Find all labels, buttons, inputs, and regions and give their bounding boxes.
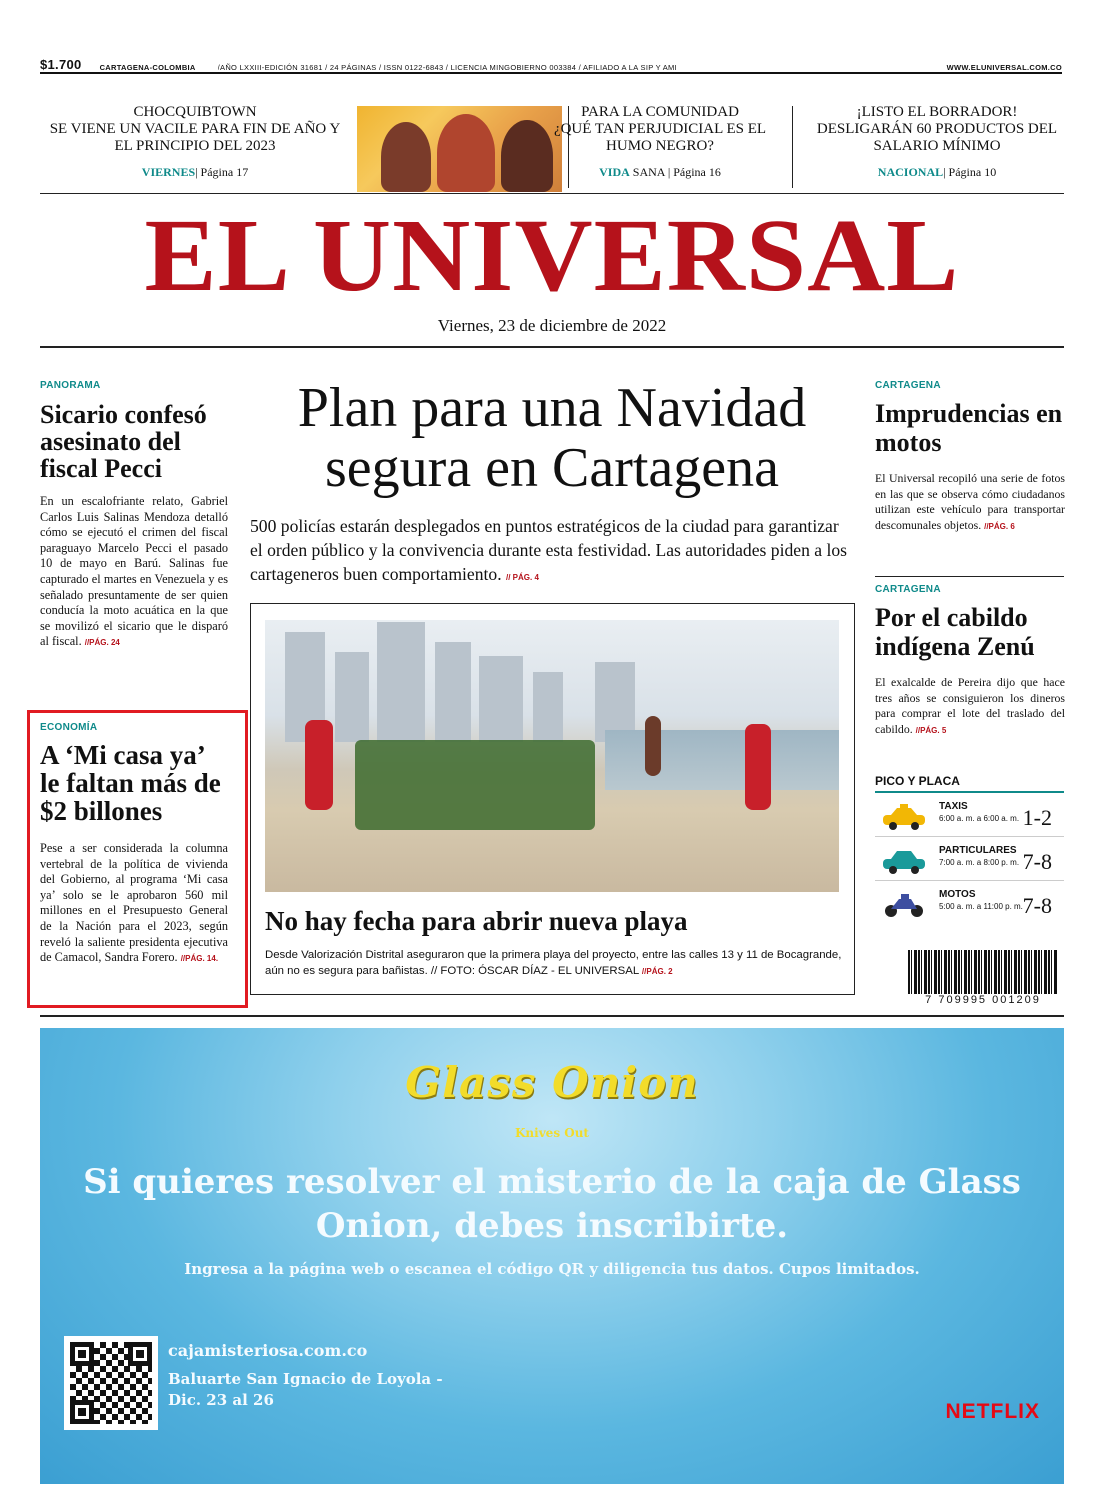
ad-dates: Dic. 23 al 26 — [168, 1391, 274, 1409]
car-icon — [879, 847, 929, 875]
photo-caption: Desde Valorización Distrital aseguraron que la primera playa del proyecto, entre las calles 13 y 11 de Bocagrande, aún no es segura para bañistas. // FOTO: ÓSCAR DÍAZ - EL UNIVERSAL //PÁG. 2 — [265, 949, 842, 977]
pico-y-placa-row — [875, 837, 1064, 881]
schedule-hours: 6:00 a. m. a 6:00 a. m. — [939, 814, 1020, 823]
story-headline: A ‘Mi casa ya’ le faltan más de $2 billones — [40, 740, 221, 826]
story-body: El exalcalde de Pereira dijo que hace tres años se consiguieron los dineros para comprar el lote del traslado del cabildo. //PÁG. 5 — [875, 675, 1065, 736]
edition-info-bar — [40, 56, 1062, 74]
page-ref: //PÁG. 14. — [180, 954, 219, 964]
teaser-text: DESLIGARÁN 60 PRODUCTOS DEL SALARIO MÍNIMO — [816, 121, 1058, 154]
section-kicker: PANORAMA — [40, 380, 101, 391]
teaser-divider — [792, 106, 793, 188]
ad-url[interactable]: cajamisteriosa.com.co — [168, 1341, 368, 1360]
schedule-hours: 5:00 a. m. a 11:00 p. m. — [939, 902, 1023, 911]
section-kicker: CARTAGENA — [875, 584, 941, 595]
lead-deck: 500 policías estarán desplegados en puntos estratégicos de la ciudad para garantizar el orden público y la convivencia durante esta festividad. Las autoridades piden a los cartageneros buen comportamiento. // PÁG. 4 — [250, 516, 848, 584]
teaser-text: ¿QUÉ TAN PERJUDICIAL ES EL HUMO NEGRO? — [553, 121, 767, 154]
pico-y-placa-box — [875, 774, 1064, 925]
page-ref: //PÁG. 6 — [984, 521, 1015, 531]
page-ref: //PÁG. 24 — [84, 638, 120, 648]
teaser-title: ¡LISTO EL BORRADOR! — [856, 104, 1018, 120]
divider — [40, 346, 1064, 348]
restricted-digits: 1-2 — [1022, 805, 1052, 830]
teaser-section: VIDA SANA | Página 16 — [599, 165, 721, 179]
teaser-section: VIERNES| Página 17 — [141, 165, 249, 179]
ad-location: Baluarte San Ignacio de Loyola - — [168, 1370, 443, 1388]
motorcycle-icon — [879, 891, 929, 919]
teaser-strip — [40, 104, 1064, 194]
page-ref: //PÁG. 2 — [641, 967, 673, 976]
story-sicario[interactable] — [40, 380, 228, 651]
issue-date: Viernes, 23 de diciembre de 2022 — [437, 316, 667, 335]
barcode — [908, 950, 1058, 994]
vehicle-label: PARTICULARES — [939, 845, 1017, 856]
photo-story-headline: No hay fecha para abrir nueva playa — [265, 906, 688, 936]
pico-y-placa-title: PICO Y PLACA — [875, 774, 1064, 793]
story-mi-casa-ya[interactable] — [40, 722, 228, 967]
barcode-number: 7 709995 001209 — [898, 994, 1068, 1006]
vehicle-label: TAXIS — [939, 801, 968, 812]
teaser-chocquibtown[interactable] — [40, 104, 350, 181]
teaser-title: CHOCQUIBTOWN — [133, 104, 257, 120]
restricted-digits: 7-8 — [1022, 849, 1052, 874]
newspaper-masthead: EL UNIVERSAL — [144, 198, 960, 313]
teaser-title: PARA LA COMUNIDAD — [581, 104, 739, 120]
lead-headline[interactable]: Plan para una Navidad segura en Cartagena — [297, 377, 807, 499]
story-body: Pese a ser considerada la columna vertebral de la política de vivienda del Gobierno, al programa ‘Mi casa ya’ solo se le aprobaron 560 mil millones en el Presupuesto General de la Nación para el 2023, según reveló la saliente presidenta ejecutiva de Camacol, Sandra Forero. //PÁG. 14. — [40, 841, 228, 965]
netflix-logo: NETFLIX — [945, 1400, 1040, 1423]
edition-meta: /AÑO LXXIII-EDICIÓN 31681 / 24 PÁGINAS / ISSN 0122-6843 / LICENCIA MINGOBIERNO 003384 / AFILIADO A LA SIP Y AMI — [217, 63, 677, 72]
divider — [40, 1015, 1064, 1017]
story-cabildo-zenu[interactable] — [875, 584, 1065, 738]
section-kicker: ECONOMÍA — [40, 722, 98, 733]
teaser-photo — [357, 106, 562, 192]
ad-headline: Si quieres resolver el misterio de la caja de Glass Onion, debes inscribirte. — [83, 1162, 1021, 1246]
beach-photo — [265, 620, 839, 892]
section-kicker: CARTAGENA — [875, 380, 941, 391]
ad-info — [168, 1340, 443, 1411]
teaser-salario-minimo[interactable] — [810, 104, 1064, 181]
glass-onion-tagline: Knives Out — [515, 1126, 589, 1140]
restricted-digits: 7-8 — [1022, 893, 1052, 918]
story-imprudencias[interactable] — [875, 380, 1065, 534]
story-body: El Universal recopiló una serie de fotos en las que se observa cómo ciudadanos utilizan este vehículo para transportar descomunales objetos. //PÁG. 6 — [875, 471, 1065, 532]
pico-y-placa-row — [875, 793, 1064, 837]
pico-y-placa-row — [875, 881, 1064, 925]
story-headline: Sicario confesó asesinato del fiscal Pecci — [40, 400, 207, 483]
teaser-text: SE VIENE UN VACILE PARA FIN DE AÑO Y EL PRINCIPIO DEL 2023 — [49, 121, 341, 154]
teaser-section: NACIONAL| Página 10 — [877, 165, 997, 179]
cover-price: $1.700 — [40, 57, 82, 72]
story-body: En un escalofriante relato, Gabriel Carlos Luis Salinas Mendoza detalló cómo se ejecutó el crimen del fiscal paraguayo Marcelo Pecci el pasado 10 de mayo en Barú. Salinas fue capturado el martes en Venezuela y es señalado presuntamente de ser quien conducía la moto acuática en la que se movilizó el sicario que le disparó al fiscal. //PÁG. 24 — [40, 494, 228, 649]
city-label: CARTAGENA-COLOMBIA — [99, 63, 196, 72]
page-ref: // PÁG. 4 — [506, 573, 539, 582]
schedule-hours: 7:00 a. m. a 8:00 p. m. — [939, 858, 1020, 867]
vehicle-label: MOTOS — [939, 889, 976, 900]
glass-onion-logo: Glass Onion — [405, 1058, 699, 1107]
qr-code[interactable] — [64, 1336, 158, 1430]
ad-subline: Ingresa a la página web o escanea el código QR y diligencia tus datos. Cupos limitados. — [184, 1260, 920, 1278]
story-headline: Por el cabildo indígena Zenú — [875, 603, 1035, 661]
story-headline: Imprudencias en motos — [875, 399, 1063, 457]
taxi-icon — [879, 803, 929, 831]
photo-story[interactable] — [250, 603, 855, 995]
netflix-advertisement[interactable] — [40, 1028, 1064, 1484]
teaser-humo-negro[interactable] — [540, 104, 780, 181]
page-ref: //PÁG. 5 — [915, 725, 947, 735]
website-link[interactable]: WWW.ELUNIVERSAL.COM.CO — [946, 63, 1062, 72]
divider — [875, 576, 1064, 577]
